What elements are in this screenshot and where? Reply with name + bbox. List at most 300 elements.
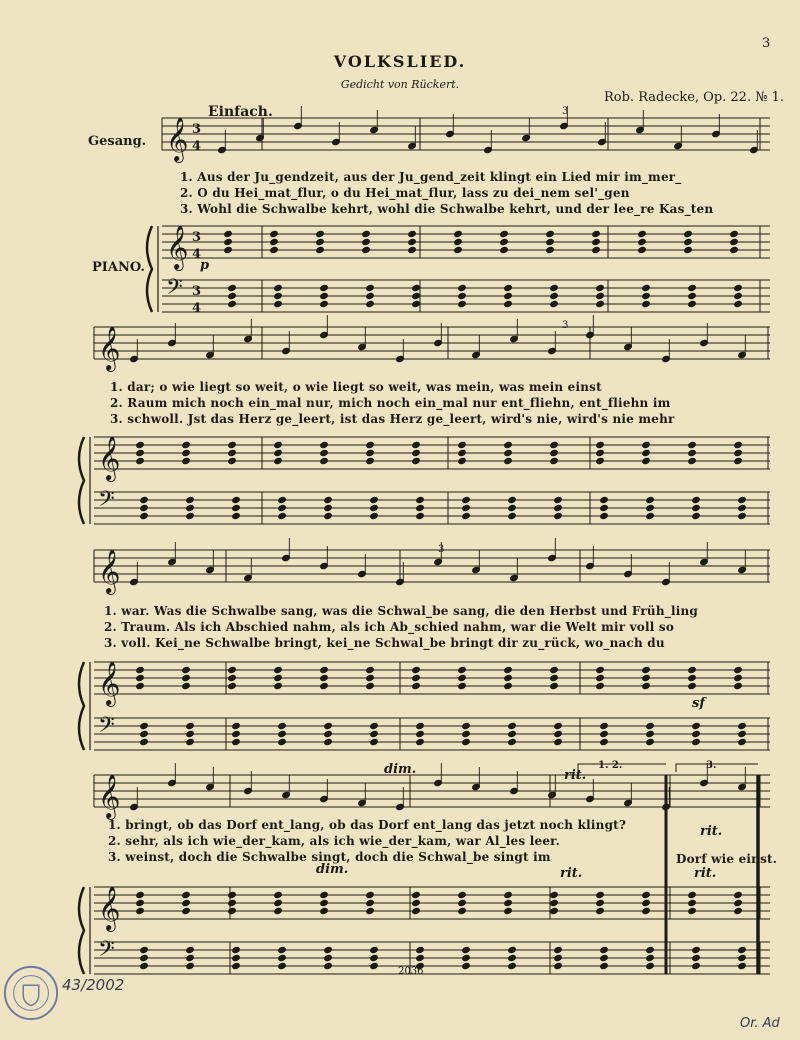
chord-note <box>734 292 743 299</box>
chord-note <box>596 682 605 689</box>
chord-note <box>320 449 329 456</box>
composer-credit: Rob. Radecke, Op. 22. № 1. <box>604 90 785 105</box>
chord-note <box>600 722 609 729</box>
chord-note <box>504 674 513 681</box>
chord-note <box>274 457 283 464</box>
chord-note <box>232 946 241 953</box>
chord-note <box>458 284 467 291</box>
chord-note <box>550 907 559 914</box>
chord-note <box>508 946 517 953</box>
chord-note <box>596 457 605 464</box>
chord-note <box>550 300 559 307</box>
chord-note <box>228 666 237 673</box>
chord-note <box>738 722 747 729</box>
chord-note <box>504 284 513 291</box>
chord-note <box>638 230 647 237</box>
chord-note <box>642 284 651 291</box>
chord-note <box>416 946 425 953</box>
chord-note <box>508 962 517 969</box>
chord-note <box>546 230 555 237</box>
lyric-line: 1. bringt, ob das Dorf ent_lang, ob das Dorf ent_lang das jetzt noch klingt? <box>108 818 627 832</box>
chord-note <box>596 441 605 448</box>
chord-note <box>186 738 195 745</box>
chord-note <box>370 512 379 519</box>
piano-brace <box>79 887 84 974</box>
chord-note <box>546 238 555 245</box>
chord-note <box>408 230 417 237</box>
chord-note <box>278 954 287 961</box>
chord-note <box>140 512 149 519</box>
chord-note <box>412 682 421 689</box>
chord-note <box>646 962 655 969</box>
chord-note <box>324 730 333 737</box>
chord-note <box>324 504 333 511</box>
chord-note <box>734 449 743 456</box>
chord-note <box>646 722 655 729</box>
time-signature: 3 <box>192 284 202 299</box>
chord-note <box>278 738 287 745</box>
chord-note <box>554 504 563 511</box>
ritardando-marking: rit. <box>564 768 587 783</box>
chord-note <box>316 246 325 253</box>
chord-note <box>684 230 693 237</box>
chord-note <box>182 449 191 456</box>
chord-note <box>462 946 471 953</box>
chord-note <box>274 891 283 898</box>
chord-note <box>324 738 333 745</box>
chord-note <box>646 730 655 737</box>
chord-note <box>550 666 559 673</box>
chord-note <box>458 907 467 914</box>
chord-note <box>320 899 329 906</box>
chord-note <box>462 504 471 511</box>
chord-note <box>642 666 651 673</box>
chord-note <box>596 891 605 898</box>
treble-clef: 𝄞 <box>98 549 121 593</box>
chord-note <box>186 512 195 519</box>
chord-note <box>228 284 237 291</box>
chord-note <box>458 457 467 464</box>
chord-note <box>550 441 559 448</box>
chord-note <box>316 238 325 245</box>
chord-note <box>278 496 287 503</box>
chord-note <box>140 954 149 961</box>
chord-note <box>412 666 421 673</box>
chord-note <box>182 457 191 464</box>
chord-note <box>182 674 191 681</box>
piece-title: VOLKSLIED. <box>333 52 467 71</box>
chord-note <box>688 891 697 898</box>
chord-note <box>228 441 237 448</box>
chord-note <box>642 899 651 906</box>
chord-note <box>646 504 655 511</box>
chord-note <box>734 457 743 464</box>
chord-note <box>140 962 149 969</box>
chord-note <box>366 292 375 299</box>
plate-number: 2036 <box>398 966 424 977</box>
chord-note <box>684 246 693 253</box>
chord-note <box>508 496 517 503</box>
chord-note <box>688 682 697 689</box>
chord-note <box>136 891 145 898</box>
chord-note <box>412 891 421 898</box>
chord-note <box>596 666 605 673</box>
chord-note <box>692 496 701 503</box>
chord-note <box>412 284 421 291</box>
diminuendo-marking: dim. <box>384 762 417 777</box>
lyric-line: 1. Aus der Ju_gendzeit, aus der Ju_gend_zeit klingt ein Lied mir im_mer_ <box>180 170 682 184</box>
chord-note <box>324 954 333 961</box>
chord-note <box>366 449 375 456</box>
lyric-line: 3. schwoll. Jst das Herz ge_leert, ist das Herz ge_leert, wird's nie, wird's nie mehr <box>110 412 675 426</box>
chord-note <box>366 457 375 464</box>
first-ending-label: 1. 2. <box>598 760 623 771</box>
chord-note <box>416 738 425 745</box>
ritardando-marking: rit. <box>560 866 583 881</box>
chord-note <box>274 292 283 299</box>
time-signature: 3 <box>192 122 202 137</box>
time-signature: 4 <box>192 301 202 316</box>
chord-note <box>596 284 605 291</box>
chord-note <box>270 230 279 237</box>
ritardando-marking: rit. <box>700 824 723 839</box>
chord-note <box>370 722 379 729</box>
chord-note <box>182 891 191 898</box>
chord-note <box>232 512 241 519</box>
chord-note <box>642 682 651 689</box>
treble-clef: 𝄞 <box>98 661 121 705</box>
chord-note <box>734 891 743 898</box>
chord-note <box>140 722 149 729</box>
chord-note <box>646 954 655 961</box>
chord-note <box>228 891 237 898</box>
chord-note <box>224 246 233 253</box>
chord-note <box>136 457 145 464</box>
chord-note <box>316 230 325 237</box>
sforzando-marking: sf <box>692 696 705 711</box>
chord-note <box>278 962 287 969</box>
bass-clef: 𝄢 <box>98 937 115 967</box>
chord-note <box>416 722 425 729</box>
chord-note <box>738 496 747 503</box>
chord-note <box>600 496 609 503</box>
chord-note <box>412 292 421 299</box>
chord-note <box>646 512 655 519</box>
chord-note <box>688 284 697 291</box>
chord-note <box>592 230 601 237</box>
chord-note <box>324 722 333 729</box>
chord-note <box>228 449 237 456</box>
chord-note <box>688 907 697 914</box>
chord-note <box>688 674 697 681</box>
chord-note <box>596 292 605 299</box>
piano-brace <box>79 662 84 750</box>
voice-label: Gesang. <box>88 134 147 149</box>
chord-note <box>508 512 517 519</box>
chord-note <box>416 496 425 503</box>
chord-note <box>554 954 563 961</box>
chord-note <box>366 441 375 448</box>
lyric-line: 3. voll. Kei_ne Schwalbe bringt, kei_ne Schwal_be bringt dir zu_rück, wo_nach du <box>104 636 665 650</box>
chord-note <box>504 682 513 689</box>
chord-note <box>692 722 701 729</box>
time-signature: 4 <box>192 139 202 154</box>
lyric-line: 2. Traum. Als ich Abschied nahm, als ich Ab_schied nahm, war die Welt mir voll so <box>104 620 675 634</box>
bass-clef: 𝄢 <box>98 487 115 517</box>
chord-note <box>600 946 609 953</box>
chord-note <box>412 907 421 914</box>
chord-note <box>320 457 329 464</box>
chord-note <box>228 907 237 914</box>
chord-note <box>504 292 513 299</box>
chord-note <box>278 722 287 729</box>
chord-note <box>416 504 425 511</box>
chord-note <box>458 300 467 307</box>
chord-note <box>550 457 559 464</box>
chord-note <box>734 899 743 906</box>
lyric-line: 1. war. Was die Schwalbe sang, was die Schwal_be sang, die den Herbst und Früh_ling <box>104 604 699 618</box>
chord-note <box>596 300 605 307</box>
chord-note <box>738 512 747 519</box>
chord-note <box>458 899 467 906</box>
chord-note <box>504 891 513 898</box>
chord-note <box>320 907 329 914</box>
chord-note <box>458 441 467 448</box>
chord-note <box>642 907 651 914</box>
chord-note <box>416 512 425 519</box>
chord-note <box>186 946 195 953</box>
chord-note <box>688 300 697 307</box>
chord-note <box>232 738 241 745</box>
final-ending-lyric: Dorf wie einst. <box>676 852 778 866</box>
piano-brace <box>147 226 152 312</box>
chord-note <box>600 962 609 969</box>
chord-note <box>504 899 513 906</box>
bass-clef: 𝄢 <box>166 275 183 305</box>
chord-note <box>366 300 375 307</box>
chord-note <box>638 238 647 245</box>
chord-note <box>642 674 651 681</box>
chord-note <box>320 682 329 689</box>
chord-note <box>270 246 279 253</box>
chord-note <box>462 722 471 729</box>
chord-note <box>646 496 655 503</box>
chord-note <box>274 674 283 681</box>
chord-note <box>646 738 655 745</box>
treble-clef: 𝄞 <box>166 117 189 161</box>
chord-note <box>320 292 329 299</box>
chord-note <box>320 441 329 448</box>
lyric-line: 1. dar; o wie liegt so weit, o wie liegt so weit, was mein, was mein einst <box>110 380 602 394</box>
chord-note <box>320 891 329 898</box>
chord-note <box>416 954 425 961</box>
chord-note <box>554 962 563 969</box>
chord-note <box>642 891 651 898</box>
chord-note <box>186 496 195 503</box>
chord-note <box>320 666 329 673</box>
chord-note <box>738 504 747 511</box>
chord-note <box>228 899 237 906</box>
chord-note <box>692 504 701 511</box>
chord-note <box>224 230 233 237</box>
treble-clef: 𝄞 <box>166 225 189 269</box>
chord-note <box>596 674 605 681</box>
chord-note <box>500 238 509 245</box>
ritardando-marking: rit. <box>694 866 717 881</box>
chord-note <box>688 899 697 906</box>
chord-note <box>370 730 379 737</box>
chord-note <box>324 512 333 519</box>
chord-note <box>140 730 149 737</box>
chord-note <box>140 504 149 511</box>
chord-note <box>278 946 287 953</box>
chord-note <box>688 666 697 673</box>
chord-note <box>186 504 195 511</box>
chord-note <box>274 441 283 448</box>
chord-note <box>692 962 701 969</box>
chord-note <box>688 457 697 464</box>
chord-note <box>228 682 237 689</box>
chord-note <box>412 449 421 456</box>
chord-note <box>596 899 605 906</box>
chord-note <box>462 512 471 519</box>
chord-note <box>412 441 421 448</box>
chord-note <box>596 449 605 456</box>
chord-note <box>136 666 145 673</box>
chord-note <box>186 730 195 737</box>
chord-note <box>554 730 563 737</box>
chord-note <box>738 738 747 745</box>
chord-note <box>550 682 559 689</box>
chord-note <box>278 512 287 519</box>
triplet-marking: 3 <box>562 106 569 117</box>
triplet-marking: 3 <box>562 320 569 331</box>
triplet-marking: 3 <box>438 544 445 555</box>
chord-note <box>734 284 743 291</box>
chord-note <box>228 300 237 307</box>
chord-note <box>692 730 701 737</box>
piano-brace <box>79 437 84 524</box>
chord-note <box>600 512 609 519</box>
chord-note <box>324 496 333 503</box>
chord-note <box>600 504 609 511</box>
chord-note <box>182 899 191 906</box>
chord-note <box>646 946 655 953</box>
treble-clef: 𝄞 <box>98 886 121 930</box>
chord-note <box>504 666 513 673</box>
chord-note <box>458 891 467 898</box>
chord-note <box>324 946 333 953</box>
chord-note <box>684 238 693 245</box>
chord-note <box>462 730 471 737</box>
chord-note <box>734 300 743 307</box>
chord-note <box>186 962 195 969</box>
corner-pencil-note: Or. Ad <box>740 1016 780 1031</box>
chord-note <box>554 946 563 953</box>
chord-note <box>370 954 379 961</box>
chord-note <box>462 962 471 969</box>
chord-note <box>734 666 743 673</box>
chord-note <box>320 284 329 291</box>
chord-note <box>136 441 145 448</box>
chord-note <box>412 457 421 464</box>
chord-note <box>182 907 191 914</box>
chord-note <box>274 907 283 914</box>
chord-note <box>186 954 195 961</box>
chord-note <box>320 300 329 307</box>
chord-note <box>692 946 701 953</box>
chord-note <box>508 954 517 961</box>
chord-note <box>462 496 471 503</box>
chord-note <box>232 504 241 511</box>
chord-note <box>688 441 697 448</box>
chord-note <box>366 899 375 906</box>
chord-note <box>734 682 743 689</box>
diminuendo-marking: dim. <box>316 862 349 877</box>
treble-clef: 𝄞 <box>98 326 121 370</box>
chord-note <box>600 730 609 737</box>
chord-note <box>182 666 191 673</box>
chord-note <box>370 496 379 503</box>
lyric-line: 3. Wohl die Schwalbe kehrt, wohl die Schwalbe kehrt, und der lee_re Kas_ten <box>180 202 714 216</box>
treble-clef: 𝄞 <box>98 774 121 818</box>
chord-note <box>508 730 517 737</box>
chord-note <box>688 449 697 456</box>
chord-note <box>136 907 145 914</box>
chord-note <box>274 666 283 673</box>
lyric-line: 2. sehr, als ich wie_der_kam, als ich wie_der_kam, war Al_les leer. <box>108 834 560 848</box>
lyric-line: 2. O du Hei_mat_flur, o du Hei_mat_flur, lass zu dei_nem sel'_gen <box>180 186 630 200</box>
chord-note <box>734 441 743 448</box>
chord-note <box>186 722 195 729</box>
chord-note <box>638 246 647 253</box>
chord-note <box>692 738 701 745</box>
lyric-line: 2. Raum mich noch ein_mal nur, mich noch ein_mal nur ent_fliehn, ent_fliehn im <box>110 396 671 410</box>
chord-note <box>232 496 241 503</box>
chord-note <box>366 674 375 681</box>
chord-note <box>320 674 329 681</box>
chord-note <box>592 246 601 253</box>
chord-note <box>458 449 467 456</box>
chord-note <box>366 682 375 689</box>
chord-note <box>508 504 517 511</box>
chord-note <box>738 962 747 969</box>
chord-note <box>136 449 145 456</box>
inventory-number: 43/2002 <box>62 976 125 994</box>
chord-note <box>370 504 379 511</box>
chord-note <box>274 682 283 689</box>
time-signature: 3 <box>192 230 202 245</box>
chord-note <box>370 962 379 969</box>
chord-note <box>600 954 609 961</box>
chord-note <box>458 666 467 673</box>
chord-note <box>508 722 517 729</box>
chord-note <box>458 292 467 299</box>
chord-note <box>232 962 241 969</box>
chord-note <box>688 292 697 299</box>
chord-note <box>554 496 563 503</box>
chord-note <box>324 962 333 969</box>
chord-note <box>554 722 563 729</box>
piano-dynamic: p <box>200 258 210 273</box>
chord-note <box>458 682 467 689</box>
chord-note <box>550 292 559 299</box>
chord-note <box>504 441 513 448</box>
chord-note <box>182 682 191 689</box>
time-signature: 4 <box>192 247 202 262</box>
chord-note <box>366 891 375 898</box>
chord-note <box>462 954 471 961</box>
